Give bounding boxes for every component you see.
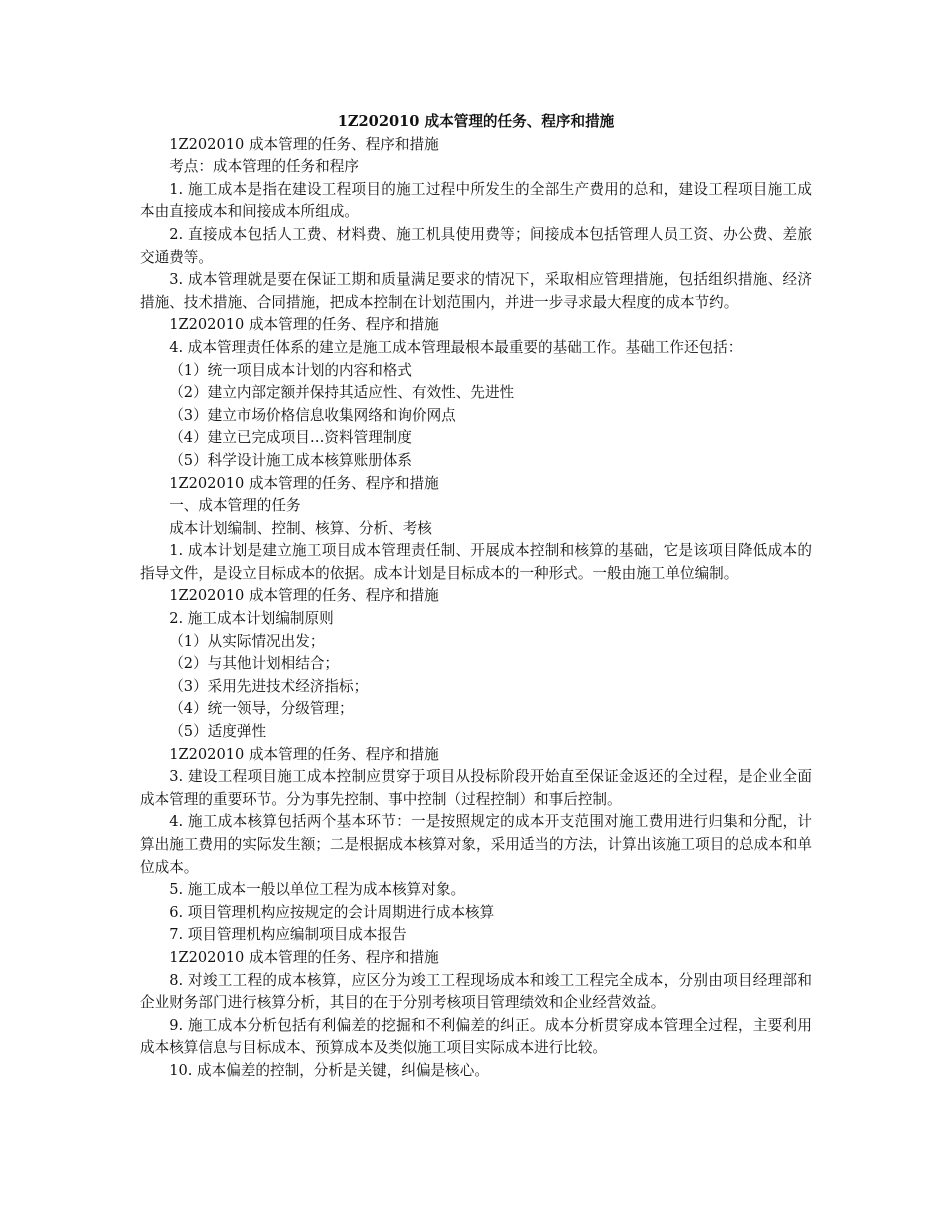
paragraph: 3. 建设工程项目施工成本控制应贯穿于项目从投标阶段开始直至保证金返还的全过程，是企业全面成本管理的重要环节。分为事先控制、事中控制（过程控制）和事后控制。	[140, 768, 812, 808]
paragraph: 1. 施工成本是指在建设工程项目的施工过程中所发生的全部生产费用的总和，建设工程项目施工成本由直接成本和间接成本所组成。	[140, 180, 812, 221]
document-title: 1Z202010 成本管理的任务、程序和措施	[337, 113, 615, 130]
paragraph: 1Z202010 成本管理的任务、程序和措施	[169, 474, 439, 492]
paragraph: 1Z202010 成本管理的任务、程序和措施	[169, 948, 439, 966]
list-item: （4）建立已完成项目…资料管理制度	[169, 429, 412, 447]
list-item: （1）从实际情况出发；	[169, 632, 325, 650]
paragraph: 5. 施工成本一般以单位工程为成本核算对象。	[169, 881, 466, 899]
paragraph: 1Z202010 成本管理的任务、程序和措施	[169, 745, 439, 763]
paragraph: 一、成本管理的任务	[169, 497, 301, 515]
paragraph: 4. 施工成本核算包括两个基本环节：一是按照规定的成本开支范围对施工费用进行归集和分配，计算出施工费用的实际发生额；二是根据成本核算对象，采用适当的方法，计算出该施工项目的总成本和单位成本。	[140, 813, 812, 876]
paragraph: 成本计划编制、控制、核算、分析、考核	[169, 519, 432, 537]
paragraph: 10. 成本偏差的控制，分析是关键，纠偏是核心。	[169, 1061, 489, 1079]
list-item: （3）采用先进技术经济指标；	[169, 677, 369, 695]
list-item: （1）统一项目成本计划的内容和格式	[169, 361, 412, 379]
paragraph: 1Z202010 成本管理的任务、程序和措施	[169, 587, 439, 605]
paragraph: 8. 对竣工工程的成本核算，应区分为竣工工程现场成本和竣工工程完全成本，分别由项目经理部和企业财务部门进行核算分析，其目的在于分别考核项目管理绩效和企业经营效益。	[140, 971, 812, 1012]
paragraph: 3. 成本管理就是要在保证工期和质量满足要求的情况下，采取相应管理措施，包括组织措施、经济措施、技术措施、合同措施，把成本控制在计划范围内，并进一步寻求最大程度的成本节约。	[140, 271, 812, 311]
list-item: （2）与其他计划相结合；	[169, 655, 340, 673]
list-item: （3）建立市场价格信息收集网络和询价网点	[169, 406, 456, 424]
paragraph: 1Z202010 成本管理的任务、程序和措施	[169, 316, 439, 334]
paragraph: 2. 直接成本包括人工费、材料费、施工机具使用费等；间接成本包括管理人员工资、办公费、差旅交通费等。	[140, 225, 812, 266]
paragraph: 考点：成本管理的任务和程序	[169, 158, 359, 176]
paragraph: 1. 成本计划是建立施工项目成本管理责任制、开展成本控制和核算的基础，它是该项目降低成本的指导文件，是设立目标成本的依据。成本计划是目标成本的一种形式。一般由施工单位编制。	[140, 542, 812, 582]
paragraph: 7. 项目管理机构应编制项目成本报告	[169, 926, 407, 944]
list-item: （5）适度弹性	[169, 723, 267, 741]
list-item: （5）科学设计施工成本核算账册体系	[169, 451, 412, 469]
list-item: （4）统一领导，分级管理；	[169, 700, 354, 718]
list-item: （2）建立内部定额并保持其适应性、有效性、先进性	[169, 384, 515, 402]
document-body	[140, 111, 812, 1083]
paragraph: 6. 项目管理机构应按规定的会计周期进行成本核算	[169, 903, 495, 921]
paragraph: 2. 施工成本计划编制原则	[169, 610, 334, 628]
paragraph: 4. 成本管理责任体系的建立是施工成本管理最根本最重要的基础工作。基础工作还包括：	[169, 338, 743, 356]
paragraph: 9. 施工成本分析包括有利偏差的挖掘和不利偏差的纠正。成本分析贯穿成本管理全过程，主要利用成本核算信息与目标成本、预算成本及类似施工项目实际成本进行比较。	[140, 1016, 812, 1057]
paragraph: 1Z202010 成本管理的任务、程序和措施	[169, 135, 439, 153]
